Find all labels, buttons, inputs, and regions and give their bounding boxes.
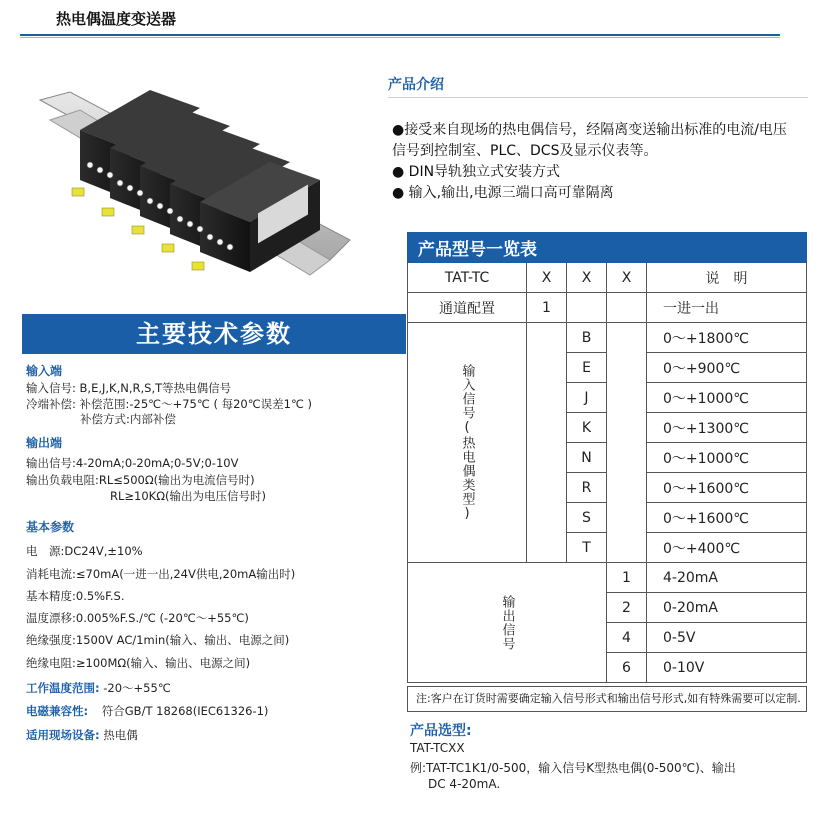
title-divider-light <box>20 37 780 38</box>
output-code: 2 <box>607 593 647 623</box>
spec-power: 电 源:DC24V,±10% <box>26 544 143 558</box>
input-desc: 0～+900℃ <box>647 353 807 383</box>
header-x1: X <box>527 263 567 293</box>
intro-bullet-1: ●接受来自现场的热电偶信号，经隔离变送输出标准的电流/电压信号到控制室、PLC、DCS及显示仪表等。 <box>392 122 787 159</box>
input-desc: 0～+1300℃ <box>647 413 807 443</box>
application-value: 热电偶 <box>103 728 138 742</box>
selection-example-line2: DC 4-20mA. <box>428 777 501 791</box>
spec-consumption: 消耗电流:≤70mA(一进一出,24V供电,20mA输出时) <box>26 567 296 581</box>
header-x2: X <box>567 263 607 293</box>
input-desc: 0～+1800℃ <box>647 323 807 353</box>
spec-input-signal: 输入信号: B,E,J,K,N,R,S,T等热电偶信号 <box>26 381 232 395</box>
model-table-heading: 产品型号一览表 <box>408 233 807 263</box>
selection-example-line1: 例:TAT-TC1K1/0-500，输入信号K型热电偶(0-500℃)、输出 <box>410 761 736 775</box>
intro-heading: 产品介绍 <box>388 77 444 93</box>
table-row <box>408 563 807 593</box>
selection-model: TAT-TCXX <box>410 741 465 755</box>
op-temp-value: -20～+55℃ <box>103 681 171 695</box>
input-code: R <box>567 473 607 503</box>
spec-load-voltage: RL≥10KΩ(输出为电压信号时) <box>110 489 266 503</box>
output-desc: 0-20mA <box>647 593 807 623</box>
spec-application <box>26 727 138 743</box>
input-code: S <box>567 503 607 533</box>
input-code: N <box>567 443 607 473</box>
spec-emc <box>26 703 268 719</box>
spec-accuracy: 基本精度:0.5%F.S. <box>26 589 125 603</box>
output-section-heading: 输出端 <box>26 436 63 450</box>
spec-insulation-resistance: 绝缘电阻:≥100MΩ(输入、输出、电源之间) <box>26 656 251 670</box>
input-code: B <box>567 323 607 353</box>
application-label: 适用现场设备: <box>26 728 100 742</box>
channel-desc: 一进一出 <box>647 293 807 323</box>
module-stack <box>80 90 320 272</box>
intro-text <box>392 120 792 204</box>
input-desc: 0～+1600℃ <box>647 503 807 533</box>
op-temp-label: 工作温度范围: <box>26 681 100 695</box>
emc-value: 符合GB/T 18268(IEC61326-1) <box>101 704 269 718</box>
input-code: K <box>567 413 607 443</box>
basic-section-heading: 基本参数 <box>26 520 75 534</box>
table-row <box>408 293 807 323</box>
spec-drift: 温度漂移:0.005%F.S./℃ (-20℃～+55℃) <box>26 611 249 625</box>
table-header-row <box>408 263 807 293</box>
specs-banner: 主要技术参数 <box>22 314 406 354</box>
spec-output-signal: 输出信号:4-20mA;0-20mA;0-5V;0-10V <box>26 456 239 470</box>
output-desc: 0-10V <box>647 653 807 683</box>
input-code: E <box>567 353 607 383</box>
spec-comp-method: 补偿方式:内部补偿 <box>80 412 176 426</box>
header-desc: 说 明 <box>647 263 807 293</box>
spec-insulation-strength: 绝缘强度:1500V AC/1min(输入、输出、电源之间) <box>26 633 290 647</box>
output-code: 4 <box>607 623 647 653</box>
output-label: 输出信号 <box>499 594 515 651</box>
input-code: T <box>567 533 607 563</box>
input-desc: 0～+1000℃ <box>647 443 807 473</box>
input-label: 输入信号(热电偶类型) <box>459 363 475 522</box>
intro-divider <box>388 97 808 98</box>
input-desc: 0～+400℃ <box>647 533 807 563</box>
selection-example <box>410 760 810 792</box>
input-label-cell <box>408 323 527 563</box>
spec-cold-junction: 冷端补偿: 补偿范围:-25℃～+75℃ ( 每20℃误差1℃ ) <box>26 397 313 411</box>
spec-op-temp <box>26 680 171 696</box>
table-row <box>408 323 807 353</box>
input-section-heading: 输入端 <box>26 364 63 378</box>
emc-label: 电磁兼容性: <box>26 704 89 718</box>
channel-code: 1 <box>527 293 567 323</box>
output-desc: 4-20mA <box>647 563 807 593</box>
channel-label: 通道配置 <box>408 293 527 323</box>
model-table <box>407 232 807 683</box>
selection-heading: 产品选型: <box>410 723 472 739</box>
output-code: 1 <box>607 563 647 593</box>
intro-bullet-2: ● DIN导轨独立式安装方式 <box>392 164 561 180</box>
intro-bullet-3: ● 输入,输出,电源三端口高可靠隔离 <box>392 185 614 201</box>
order-note: 注:客户在订货时需要确定输入信号形式和输出信号形式,如有特殊需要可以定制. <box>407 686 807 712</box>
input-code: J <box>567 383 607 413</box>
output-code: 6 <box>607 653 647 683</box>
input-desc: 0～+1600℃ <box>647 473 807 503</box>
title-divider <box>20 34 780 36</box>
header-model: TAT-TC <box>408 263 527 293</box>
input-desc: 0～+1000℃ <box>647 383 807 413</box>
page-title: 热电偶温度变送器 <box>56 10 177 28</box>
spec-load-current: 输出负载电阻:RL≤500Ω(输出为电流信号时) <box>26 473 255 487</box>
header-x3: X <box>607 263 647 293</box>
product-photo <box>30 70 360 300</box>
output-label-cell <box>408 563 607 683</box>
output-desc: 0-5V <box>647 623 807 653</box>
